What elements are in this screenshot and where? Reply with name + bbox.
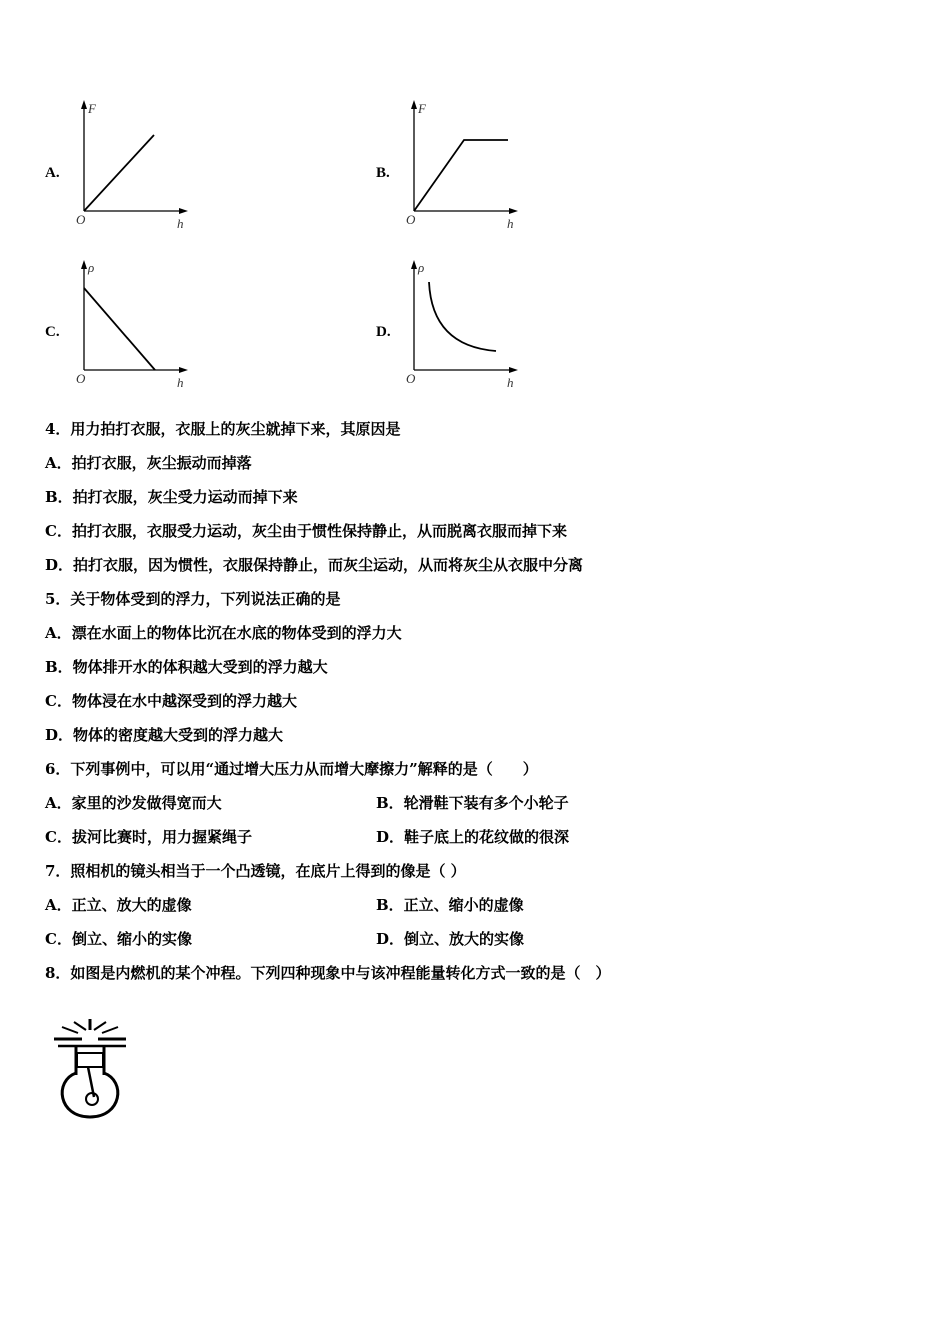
x-axis-label: h: [507, 375, 514, 390]
spark-icon: [74, 1022, 86, 1030]
y-axis-label: ρ: [88, 260, 95, 275]
q6-option-b: B．轮滑鞋下装有多个小轮子: [376, 794, 569, 812]
piston: [77, 1053, 103, 1067]
x-axis-label: h: [507, 216, 514, 231]
option-label-b: B.: [376, 165, 390, 181]
q5-option-c: C．物体浸在水中越深受到的浮力越大: [45, 692, 297, 710]
y-axis-label: ρ: [418, 260, 425, 275]
engine-cylinder-diagram: [48, 1015, 133, 1125]
question-8-stem: 8．如图是内燃机的某个冲程。下列四种现象中与该冲程能量转化方式一致的是（ ）: [45, 964, 611, 982]
q7-option-d: D．倒立、放大的实像: [376, 930, 525, 948]
q4-option-b: B．拍打衣服，灰尘受力运动而掉下来: [45, 488, 298, 506]
y-axis-label: F: [88, 101, 96, 116]
graph-a: [70, 98, 200, 233]
x-axis-label: h: [177, 216, 184, 231]
q5-option-a: A．漂在水面上的物体比沉在水底的物体受到的浮力大: [45, 624, 402, 642]
option-label-d: D.: [376, 324, 391, 340]
curve: [84, 135, 154, 211]
y-axis-label: F: [418, 101, 426, 116]
x-axis-label: h: [177, 375, 184, 390]
question-7-stem: 7．照相机的镜头相当于一个凸透镜，在底片上得到的像是（ ）: [45, 862, 466, 880]
q4-option-d: D．拍打衣服，因为惯性，衣服保持静止，而灰尘运动，从而将灰尘从衣服中分离: [45, 556, 584, 574]
q7-option-b: B．正立、缩小的虚像: [376, 896, 524, 914]
origin-label: O: [76, 212, 86, 227]
origin-label: O: [406, 212, 416, 227]
spark-icon: [102, 1027, 118, 1033]
curve: [414, 140, 508, 211]
curve: [429, 282, 496, 351]
x-arrow-icon: [179, 208, 188, 214]
crankshaft: [86, 1093, 98, 1105]
origin-label: O: [76, 371, 86, 386]
x-arrow-icon: [509, 208, 518, 214]
q5-option-b: B．物体排开水的体积越大受到的浮力越大: [45, 658, 328, 676]
q6-option-a: A．家里的沙发做得宽而大: [45, 794, 222, 812]
q7-option-c: C．倒立、缩小的实像: [45, 930, 192, 948]
y-arrow-icon: [81, 260, 87, 269]
spark-icon: [62, 1027, 78, 1033]
x-arrow-icon: [179, 367, 188, 373]
question-5-stem: 5．关于物体受到的浮力，下列说法正确的是: [45, 590, 341, 608]
q6-option-d: D．鞋子底上的花纹做的很深: [376, 828, 570, 846]
graph-b: [400, 98, 530, 233]
option-label-c: C.: [45, 324, 60, 340]
spark-icon: [94, 1022, 106, 1030]
question-4-stem: 4．用力拍打衣服，衣服上的灰尘就掉下来，其原因是: [45, 420, 401, 438]
q5-option-d: D．物体的密度越大受到的浮力越大: [45, 726, 284, 744]
q4-option-c: C．拍打衣服，衣服受力运动，灰尘由于惯性保持静止，从而脱离衣服而掉下来: [45, 522, 567, 540]
y-arrow-icon: [411, 100, 417, 109]
q4-option-a: A．拍打衣服，灰尘振动而掉落: [45, 454, 252, 472]
question-6-stem: 6．下列事例中，可以用“通过增大压力从而增大摩擦力”解释的是（ ）: [45, 760, 538, 778]
curve: [84, 288, 155, 370]
q7-option-a: A．正立、放大的虚像: [45, 896, 192, 914]
x-arrow-icon: [509, 367, 518, 373]
option-label-a: A.: [45, 165, 60, 181]
graph-d: [400, 258, 530, 393]
y-arrow-icon: [81, 100, 87, 109]
y-arrow-icon: [411, 260, 417, 269]
q6-option-c: C．拔河比赛时，用力握紧绳子: [45, 828, 252, 846]
graph-c: [70, 258, 200, 393]
origin-label: O: [406, 371, 416, 386]
